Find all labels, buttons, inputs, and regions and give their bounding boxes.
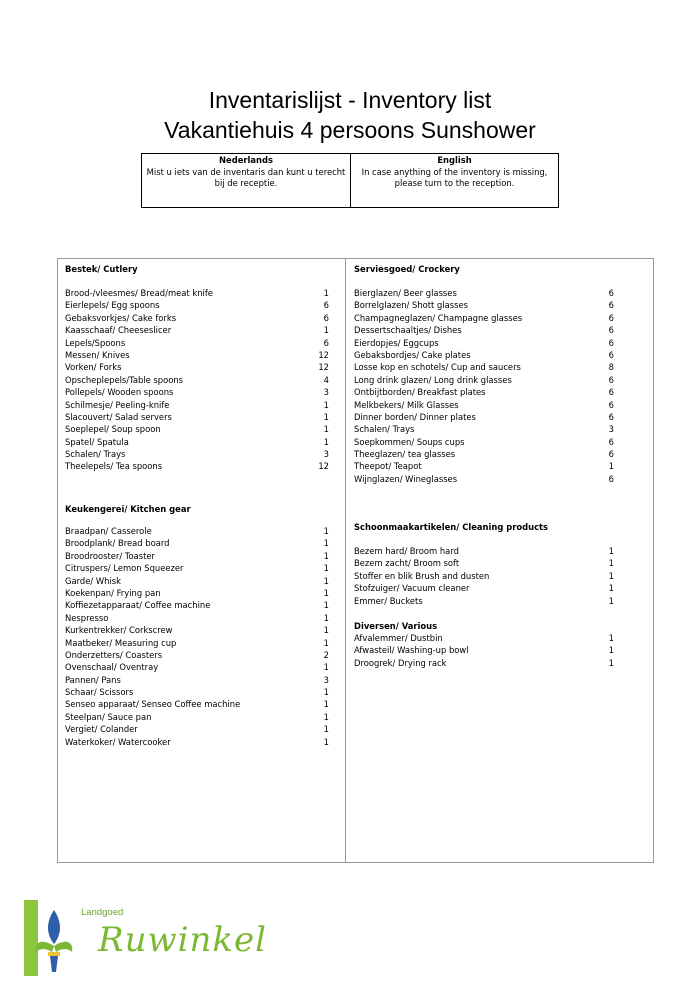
- list-item: [354, 337, 624, 349]
- list-item: [65, 436, 335, 448]
- list-item: [65, 550, 335, 562]
- list-item: [65, 299, 335, 311]
- list-item: [65, 423, 335, 435]
- item-quantity-value: 1: [323, 538, 329, 549]
- item-label: Vergiet/ Colander: [65, 724, 138, 735]
- item-label: Citruspers/ Lemon Squeezer: [65, 563, 184, 574]
- item-label: Long drink glazen/ Long drink glasses: [354, 374, 512, 385]
- item-quantity-value: 1: [608, 570, 614, 581]
- list-item: [65, 287, 335, 299]
- item-label: Ontbijtborden/ Breakfast plates: [354, 387, 486, 398]
- list-item: [65, 399, 335, 411]
- list-item: [354, 460, 624, 472]
- column-divider: [345, 258, 346, 863]
- item-quantity-value: 1: [323, 563, 329, 574]
- item-label: Schaar/ Scissors: [65, 687, 134, 698]
- item-quantity-value: 6: [323, 337, 329, 348]
- item-label: Senseo apparaat/ Senseo Coffee machine: [65, 699, 241, 710]
- list-item: [354, 436, 624, 448]
- list-item: [354, 299, 624, 311]
- item-quantity-value: 1: [608, 645, 614, 656]
- item-label: Spatel/ Spatula: [65, 436, 129, 447]
- item-label: Schalen/ Trays: [354, 424, 415, 435]
- item-quantity-value: 1: [323, 526, 329, 536]
- list-item: [354, 473, 624, 485]
- item-label: Theelepels/ Tea spoons: [65, 461, 163, 472]
- list-item: [65, 661, 335, 673]
- list-item: [354, 324, 624, 336]
- cutlery-list: [65, 287, 335, 473]
- kitchen-list: [65, 525, 335, 748]
- item-label: Pollepels/ Wooden spoons: [65, 387, 174, 398]
- item-label: Ovenschaal/ Oventray: [65, 662, 159, 673]
- item-label: Gebaksvorkjes/ Cake forks: [65, 312, 177, 323]
- item-label: Brood-/vleesmes/ Bread/meat knife: [65, 288, 213, 298]
- item-quantity-value: 1: [323, 600, 329, 611]
- notice-english-heading: English: [437, 155, 472, 165]
- item-quantity-value: 1: [323, 699, 329, 710]
- item-quantity-value: 6: [608, 337, 614, 348]
- item-label: Melkbekers/ Milk Glasses: [354, 399, 459, 410]
- item-quantity-value: 2: [323, 649, 329, 660]
- item-label: Bierglazen/ Beer glasses: [354, 288, 457, 298]
- list-item: [354, 448, 624, 460]
- list-item: [65, 448, 335, 460]
- notice-english: [350, 154, 558, 207]
- item-label: Stofzuiger/ Vacuum cleaner: [354, 583, 470, 594]
- item-label: Braadpan/ Casserole: [65, 526, 152, 536]
- item-label: Vorken/ Forks: [65, 362, 122, 373]
- crockery-list: [354, 287, 624, 485]
- item-quantity-value: 6: [608, 436, 614, 447]
- section-title-various: Diversen/ Various: [354, 621, 438, 631]
- list-item: [354, 423, 624, 435]
- list-item: [65, 537, 335, 549]
- item-quantity-value: 1: [323, 411, 329, 422]
- item-label: Kaasschaaf/ Cheeseslicer: [65, 325, 172, 336]
- list-item: [65, 711, 335, 723]
- item-quantity-value: 1: [608, 595, 614, 606]
- item-label: Dinner borden/ Dinner plates: [354, 411, 476, 422]
- list-item: [65, 349, 335, 361]
- item-label: Koffiezetapparaat/ Coffee machine: [65, 600, 211, 611]
- list-item: [354, 632, 624, 644]
- list-item: [354, 570, 624, 582]
- item-quantity-value: 12: [318, 362, 329, 373]
- item-label: Maatbeker/ Measuring cup: [65, 637, 177, 648]
- section-title-crockery: Serviesgoed/ Crockery: [354, 264, 460, 274]
- list-item: [65, 374, 335, 386]
- item-label: Broodplank/ Bread board: [65, 538, 170, 549]
- item-label: Bezem hard/ Broom hard: [354, 546, 459, 556]
- item-label: Dessertschaaltjes/ Dishes: [354, 325, 462, 336]
- item-quantity-value: 6: [608, 473, 614, 484]
- item-label: Gebaksbordjes/ Cake plates: [354, 349, 471, 360]
- list-item: [65, 312, 335, 324]
- item-quantity-value: 6: [323, 312, 329, 323]
- list-item: [65, 599, 335, 611]
- item-label: Pannen/ Pans: [65, 674, 121, 685]
- item-label: Schilmesje/ Peeling-knife: [65, 399, 170, 410]
- item-quantity-value: 1: [323, 436, 329, 447]
- item-quantity-value: 6: [608, 411, 614, 422]
- page-title-line1: Inventarislijst - Inventory list: [208, 87, 492, 113]
- item-label: Waterkoker/ Watercooker: [65, 736, 171, 747]
- list-item: [65, 624, 335, 636]
- item-label: Losse kop en schotels/ Cup and saucers: [354, 362, 521, 373]
- item-quantity-value: 3: [323, 387, 329, 398]
- item-label: Nespresso: [65, 612, 109, 623]
- item-label: Eierlepels/ Egg spoons: [65, 300, 160, 311]
- item-quantity-value: 6: [608, 399, 614, 410]
- item-quantity-value: 6: [608, 349, 614, 360]
- notice-dutch-text: Mist u iets van de inventaris dan kunt u terecht bij de receptie.: [146, 166, 346, 188]
- list-item: [354, 312, 624, 324]
- list-item: [65, 649, 335, 661]
- item-label: Broodrooster/ Toaster: [65, 550, 155, 561]
- list-item: [354, 557, 624, 569]
- item-quantity-value: 3: [608, 424, 614, 435]
- item-quantity-value: 1: [323, 662, 329, 673]
- notice-dutch-heading: Nederlands: [219, 155, 273, 165]
- cleaning-list: [354, 545, 624, 607]
- item-quantity-value: 1: [323, 424, 329, 435]
- list-item: [354, 349, 624, 361]
- item-quantity-value: 6: [608, 449, 614, 460]
- item-quantity-value: 6: [323, 300, 329, 311]
- item-quantity-value: 1: [608, 461, 614, 472]
- item-label: Lepels/Spoons: [65, 337, 126, 348]
- list-item: [65, 736, 335, 748]
- item-label: Champagneglazen/ Champagne glasses: [354, 312, 523, 323]
- list-item: [65, 587, 335, 599]
- item-quantity-value: 4: [323, 374, 329, 385]
- item-quantity-value: 1: [323, 550, 329, 561]
- item-quantity-value: 1: [608, 633, 614, 643]
- item-quantity-value: 1: [323, 612, 329, 623]
- item-quantity-value: 6: [608, 374, 614, 385]
- item-label: Steelpan/ Sauce pan: [65, 711, 152, 722]
- list-item: [354, 582, 624, 594]
- item-label: Onderzetters/ Coasters: [65, 649, 163, 660]
- item-label: Theepot/ Teapot: [354, 461, 422, 472]
- item-label: Koekenpan/ Frying pan: [65, 587, 161, 598]
- section-title-kitchen: Keukengerei/ Kitchen gear: [65, 504, 191, 514]
- list-item: [354, 595, 624, 607]
- notice-dutch: [142, 154, 350, 207]
- item-quantity-value: 1: [323, 288, 329, 298]
- list-item: [65, 674, 335, 686]
- item-label: Stoffer en blik Brush and dusten: [354, 570, 490, 581]
- item-quantity-value: 1: [323, 637, 329, 648]
- item-label: Garde/ Whisk: [65, 575, 121, 586]
- item-quantity-value: 1: [608, 657, 614, 668]
- list-item: [65, 686, 335, 698]
- item-label: Afvalemmer/ Dustbin: [354, 633, 443, 643]
- list-item: [354, 545, 624, 557]
- item-quantity-value: 1: [323, 625, 329, 636]
- list-item: [354, 399, 624, 411]
- item-quantity-value: 1: [608, 546, 614, 556]
- item-label: Theeglazen/ tea glasses: [354, 449, 456, 460]
- item-quantity-value: 1: [323, 711, 329, 722]
- item-quantity-value: 1: [608, 583, 614, 594]
- item-quantity-value: 6: [608, 387, 614, 398]
- item-label: Soeplepel/ Soup spoon: [65, 424, 161, 435]
- item-label: Bezem zacht/ Broom soft: [354, 558, 460, 569]
- item-quantity-value: 1: [323, 687, 329, 698]
- item-quantity-value: 6: [608, 288, 614, 298]
- list-item: [65, 698, 335, 710]
- list-item: [65, 525, 335, 537]
- item-quantity-value: 1: [323, 575, 329, 586]
- reception-notice-box: [141, 153, 559, 208]
- section-title-cleaning: Schoonmaakartikelen/ Cleaning products: [354, 522, 549, 532]
- list-item: [354, 287, 624, 299]
- item-label: Borrelglazen/ Shott glasses: [354, 300, 469, 311]
- various-list: [354, 632, 624, 669]
- list-item: [65, 337, 335, 349]
- list-item: [65, 460, 335, 472]
- item-quantity-value: 3: [323, 674, 329, 685]
- item-label: Schalen/ Trays: [65, 449, 126, 460]
- item-quantity-value: 3: [323, 449, 329, 460]
- item-label: Afwasteil/ Washing-up bowl: [354, 645, 469, 656]
- page-title-line2: Vakantiehuis 4 persoons Sunshower: [164, 117, 536, 143]
- item-quantity-value: 1: [323, 399, 329, 410]
- item-quantity-value: 1: [323, 587, 329, 598]
- section-title-cutlery: Bestek/ Cutlery: [65, 264, 138, 274]
- list-item: [354, 411, 624, 423]
- list-item: [65, 612, 335, 624]
- item-label: Wijnglazen/ Wineglasses: [354, 473, 458, 484]
- item-label: Droogrek/ Drying rack: [354, 657, 447, 668]
- item-quantity-value: 6: [608, 312, 614, 323]
- list-item: [65, 575, 335, 587]
- item-label: Eierdopjes/ Eggcups: [354, 337, 439, 348]
- list-item: [354, 644, 624, 656]
- item-quantity-value: 1: [323, 736, 329, 747]
- item-quantity-value: 6: [608, 325, 614, 336]
- item-label: Emmer/ Buckets: [354, 595, 423, 606]
- item-quantity-value: 1: [323, 724, 329, 735]
- item-label: Soepkommen/ Soups cups: [354, 436, 465, 447]
- list-item: [65, 562, 335, 574]
- list-item: [354, 386, 624, 398]
- list-item: [354, 657, 624, 669]
- item-quantity-value: 1: [323, 325, 329, 336]
- item-quantity-value: 6: [608, 300, 614, 311]
- item-label: Opscheplepels/Table spoons: [65, 374, 184, 385]
- list-item: [354, 361, 624, 373]
- item-label: Slacouvert/ Salad servers: [65, 411, 172, 422]
- logo-small-text: Landgoed: [81, 907, 124, 918]
- item-quantity-value: 8: [608, 362, 614, 373]
- list-item: [65, 411, 335, 423]
- item-quantity-value: 12: [318, 349, 329, 360]
- list-item: [65, 324, 335, 336]
- item-quantity-value: 12: [318, 461, 329, 472]
- list-item: [354, 374, 624, 386]
- list-item: [65, 723, 335, 735]
- logo-big-text: Ruwinkel: [98, 920, 267, 960]
- list-item: [65, 637, 335, 649]
- item-label: Messen/ Knives: [65, 349, 130, 360]
- item-label: Kurkentrekker/ Corkscrew: [65, 625, 173, 636]
- list-item: [65, 386, 335, 398]
- list-item: [65, 361, 335, 373]
- notice-english-text: In case anything of the inventory is missing, please turn to the reception.: [361, 166, 548, 188]
- item-quantity-value: 1: [608, 558, 614, 569]
